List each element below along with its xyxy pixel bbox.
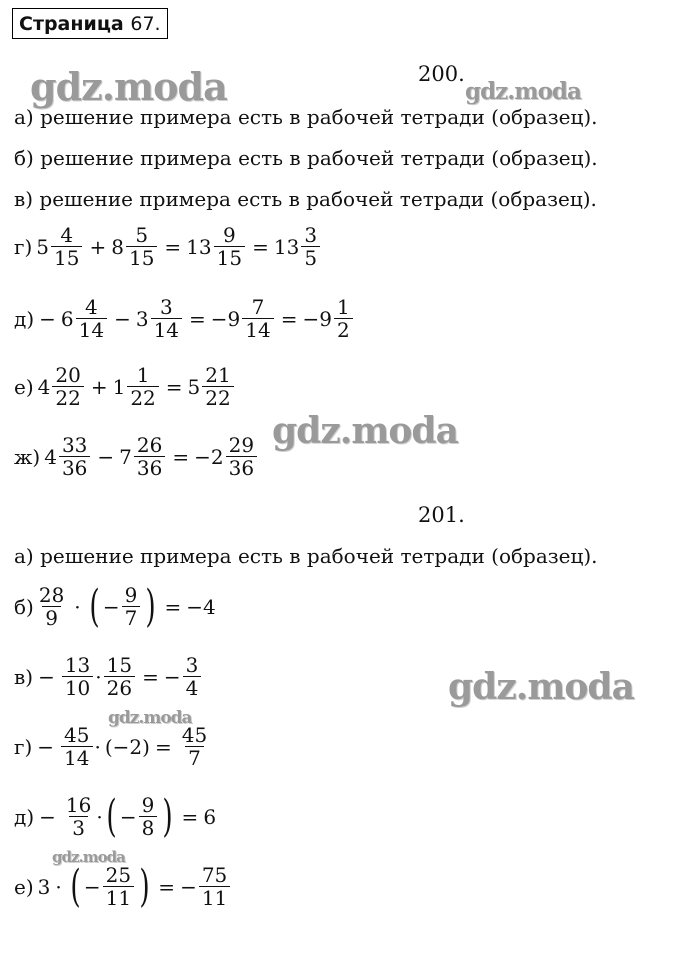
whole: 4 <box>44 444 57 469</box>
paren-right: ) <box>139 860 150 912</box>
fraction: $\frac{21}{22}$ <box>202 364 233 410</box>
whole: −9 <box>302 306 332 331</box>
equals: = <box>189 306 206 331</box>
equals: = <box>181 804 199 829</box>
operator: − <box>83 874 101 899</box>
watermark: gdz.moda <box>52 848 125 866</box>
operator: − <box>38 664 55 689</box>
whole: −2 <box>194 444 224 469</box>
watermark: gdz.moda <box>30 64 227 109</box>
operator: − <box>37 734 55 759</box>
page-label <box>12 8 168 39</box>
result: −4 <box>186 594 216 619</box>
operator: + <box>90 374 108 399</box>
operator: · <box>55 874 62 899</box>
operator: − <box>163 664 181 689</box>
whole: 3 <box>37 874 51 899</box>
equals: = <box>172 444 190 469</box>
watermark: gdz.moda <box>465 78 581 105</box>
equals: = <box>142 664 159 689</box>
whole: 6 <box>60 306 74 331</box>
solution-200-d <box>14 296 355 342</box>
page-number: 67. <box>130 13 161 35</box>
fraction: $\frac{5}{15}$ <box>126 224 157 270</box>
operator: · <box>96 804 103 829</box>
solution-200-v: в) решение примера есть в рабочей тетради (образец). <box>14 187 597 211</box>
result: 6 <box>203 804 217 829</box>
solution-201-g <box>14 724 212 770</box>
fraction: $\frac{13}{10}$ <box>62 654 93 700</box>
solution-200-b: б) решение примера есть в рабочей тетради (образец). <box>14 146 598 170</box>
paren-left: ( <box>70 860 81 912</box>
fraction: $\frac{75}{11}$ <box>199 864 230 910</box>
equals: = <box>280 306 298 331</box>
whole: −9 <box>210 306 241 331</box>
operator: · <box>74 594 81 619</box>
operator: − <box>97 444 115 469</box>
fraction: $\frac{3}{4}$ <box>183 654 202 700</box>
operator: − <box>180 874 197 899</box>
watermark: gdz.moda <box>272 410 458 452</box>
operator: · <box>95 664 102 689</box>
fraction: $\frac{45}{7}$ <box>181 723 208 771</box>
equals: = <box>165 374 183 399</box>
whole: 7 <box>119 444 132 469</box>
fraction: $\frac{20}{22}$ <box>52 364 83 410</box>
fraction: $\frac{3}{5}$ <box>301 224 320 270</box>
operator: − <box>119 804 137 829</box>
equals: = <box>164 594 182 619</box>
watermark: gdz.moda <box>448 666 634 708</box>
whole: 13 <box>186 234 212 259</box>
fraction: $\frac{45}{14}$ <box>61 724 92 770</box>
solution-201-d <box>14 790 217 842</box>
operator: + <box>89 234 107 259</box>
paren-right: ) <box>162 790 174 842</box>
solution-200-a: а) решение примера есть в рабочей тетради (образец). <box>14 105 598 129</box>
fraction: $\frac{1}{2}$ <box>334 296 353 342</box>
paren-left: ( <box>106 790 117 842</box>
operator: − <box>39 804 56 829</box>
operator: − <box>114 306 131 331</box>
task-number-200: 200. <box>418 62 465 86</box>
solution-200-g <box>14 224 322 270</box>
whole: 3 <box>135 306 149 331</box>
fraction: $\frac{9}{8}$ <box>139 794 158 840</box>
fraction: $\frac{4}{15}$ <box>51 224 82 270</box>
fraction: $\frac{29}{36}$ <box>226 434 257 480</box>
item-label: е) <box>14 374 34 399</box>
equals: = <box>154 734 172 759</box>
fraction: $\frac{28}{9}$ <box>38 583 65 631</box>
item-label: б) <box>14 594 34 619</box>
fraction: $\frac{3}{14}$ <box>151 296 182 342</box>
item-label: д) <box>14 804 35 829</box>
solution-201-e <box>14 860 232 912</box>
whole: 13 <box>273 234 300 259</box>
fraction: $\frac{1}{22}$ <box>127 364 158 410</box>
solution-201-a: а) решение примера есть в рабочей тетради (образец). <box>14 544 598 568</box>
operator: − <box>102 594 120 619</box>
solution-200-e <box>14 364 236 410</box>
whole: 4 <box>37 374 51 399</box>
solution-201-b <box>14 580 216 632</box>
equals: = <box>252 234 269 259</box>
operator: − <box>39 306 56 331</box>
fraction: $\frac{4}{14}$ <box>76 296 107 342</box>
page-label-text: Страница <box>19 13 124 35</box>
fraction: $\frac{25}{11}$ <box>103 864 134 910</box>
item-label: г) <box>14 234 33 259</box>
fraction: $\frac{15}{26}$ <box>104 654 135 700</box>
fraction: $\frac{9}{15}$ <box>214 224 245 270</box>
fraction: $\frac{7}{14}$ <box>242 296 273 342</box>
item-label: в) <box>14 664 34 689</box>
whole: 5 <box>36 234 50 259</box>
whole: 5 <box>187 374 201 399</box>
item-label: ж) <box>14 444 41 469</box>
task-number-201: 201. <box>418 503 465 527</box>
fraction: $\frac{9}{7}$ <box>122 584 141 630</box>
factor: (−2) <box>104 734 150 759</box>
whole: 1 <box>112 374 126 399</box>
item-label: г) <box>14 734 33 759</box>
fraction: $\frac{26}{36}$ <box>134 434 165 480</box>
paren-left: ( <box>89 580 100 632</box>
fraction: $\frac{16}{3}$ <box>65 793 92 841</box>
solution-200-zh <box>14 434 259 480</box>
equals: = <box>164 234 182 259</box>
paren-right: ) <box>145 580 157 632</box>
equals: = <box>158 874 176 899</box>
watermark: gdz.moda <box>108 708 192 728</box>
operator: · <box>94 734 101 759</box>
item-label: е) <box>14 874 34 899</box>
fraction: $\frac{33}{36}$ <box>59 434 90 480</box>
item-label: д) <box>14 306 35 331</box>
whole: 8 <box>111 234 124 259</box>
solution-201-v <box>14 654 203 700</box>
